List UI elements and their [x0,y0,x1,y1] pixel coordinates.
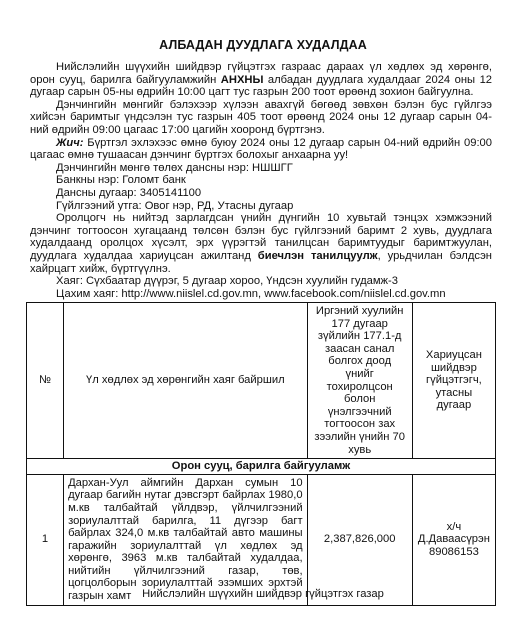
contact-name: Д.Даваасүрэн [417,533,490,546]
row-property: Дархан-Уул аймгийн Дархан сумын 10 дугаар багийн нутаг дэвсгэрт байрлах 1980,0 м.кв талбайтай үйлдвэр, үйлчилгээний зориулалттай барилга, 11 дүгээр багт байрлах 324,0 м.кв талбайтай авто машины гаражийн зориулалттай үл хөдлөх эд хөрөнгө, 3963 м.кв талбайтай худалдаа, нийтийн үйлчилгээний газар, төв, цогцолборын зориулалттай эзэмших эрхтэй газрын хамт [64,474,308,605]
web-line: Цахим хаяг: http://www.niislel.cd.gov.mn, www.facebook.com/niislel.cd.gov.mn [56,287,446,300]
note-paragraph: Жич: Бүртгэл эхлэхээс өмнө буюу 2024 оны 12 дугаар сарын 04-ний өдрийн 09:00 цагаас өмнө тушаасан дэнчинг бүртгэх болохыг анхаарна уу! [30,136,492,162]
table-header-row [27,303,496,459]
bank-name: Банкны нэр: Голомт банк [56,174,186,187]
header-contact: Хариуцсан шийдвэр гүйцэтгэгч, утасны дугаар [412,303,495,459]
bank-account-name: Дэнчингийн мөнгө төлөх дансны нэр: НШШГГ [56,161,293,174]
contact-phone: 89086153 [429,545,479,558]
note-label: Жич: [56,136,84,149]
participants-paragraph: Оролцогч нь нийтэд зарлагдсан үнийн дүнгийн 10 хувьтай тэнцэх хэмжээний дэнчинг тогтоосон хугацаанд төлсөн бэлэн бус гүйлгээний баримт 2 хувь, дуудлага худалдаанд оролцох хүсэлт, эрх үүрэгтэй танилцсан баримтуудыг баримтжуулан, дуудлага худалдаа хариуцсан ажилтанд биечлэн танилцуулж, урьдчилан бэлдсэн хайрцагт хийж, бүртгүүлнэ. [30,212,492,275]
participants-emphasis: биечлэн танилцуулж [257,249,378,262]
header-price: Иргэний хуулийн 177 дугаар зүйлийн 177.1-д заасан санал болгох доод үнийг тохиролцсон болон үнэлгээчний тогтоосон зах зээлийн үнийн 70 хувь [307,303,412,459]
table-section-row [27,459,496,475]
row-price: 2,387,826,000 [307,474,412,605]
header-no: № [27,303,64,459]
bank-account-number: Дансны дугаар: 3405141100 [56,186,202,199]
row-contact [412,474,495,605]
auction-table [26,302,496,606]
table-row [27,474,496,605]
section-title: Орон сууц, барилга байгууламж [27,459,496,475]
notice-body [30,61,492,300]
footer-signature: Нийслэлийн шүүхийн шийдвэр гүйцэтгэх газар [142,588,384,600]
header-property: Үл хөдлөх эд хөрөнгийн хаяг байршил [64,303,308,459]
document-title: АЛБАДАН ДУУДЛАГА ХУДАЛДАА [159,38,367,52]
bank-reference: Гүйлгээний утга: Овог нэр, РД, Утасны дугаар [56,199,294,212]
intro-paragraph: Нийслэлийн шүүхийн шийдвэр гүйцэтгэх газраас дараах үл хөдлөх эд хөрөнгө, орон сууц, барилга байгууламжийн АНХНЫ албадан дуудлага худалдааг 2024 оны 12 дугаар сарын 05-ны өдрийн 10:00 цагт тус газрын 200 тоот өрөөнд зохион байгуулна. [30,61,493,99]
address-line: Хаяг: Сүхбаатар дүүрэг, 5 дугаар хороо, Үндсэн хуулийн гудамж-3 [56,275,398,288]
row-number: 1 [27,474,64,605]
deposit-paragraph: Дэнчингийн мөнгийг бэлэхээр хүлээн авахгүй бөгөөд зөвхөн бэлэн бус гүйлгээ хийсэн баримтыг үндсэлэн тус газрын 405 тоот өрөөнд 2024 оны 12 дугаар сарын 04-ний өдрийн 09:00 цагаас 17:00 цагийн хооронд бүртгэнэ. [30,98,492,136]
intro-emphasis: АНХНЫ [220,73,264,86]
contact-title: х/ч [446,520,462,533]
